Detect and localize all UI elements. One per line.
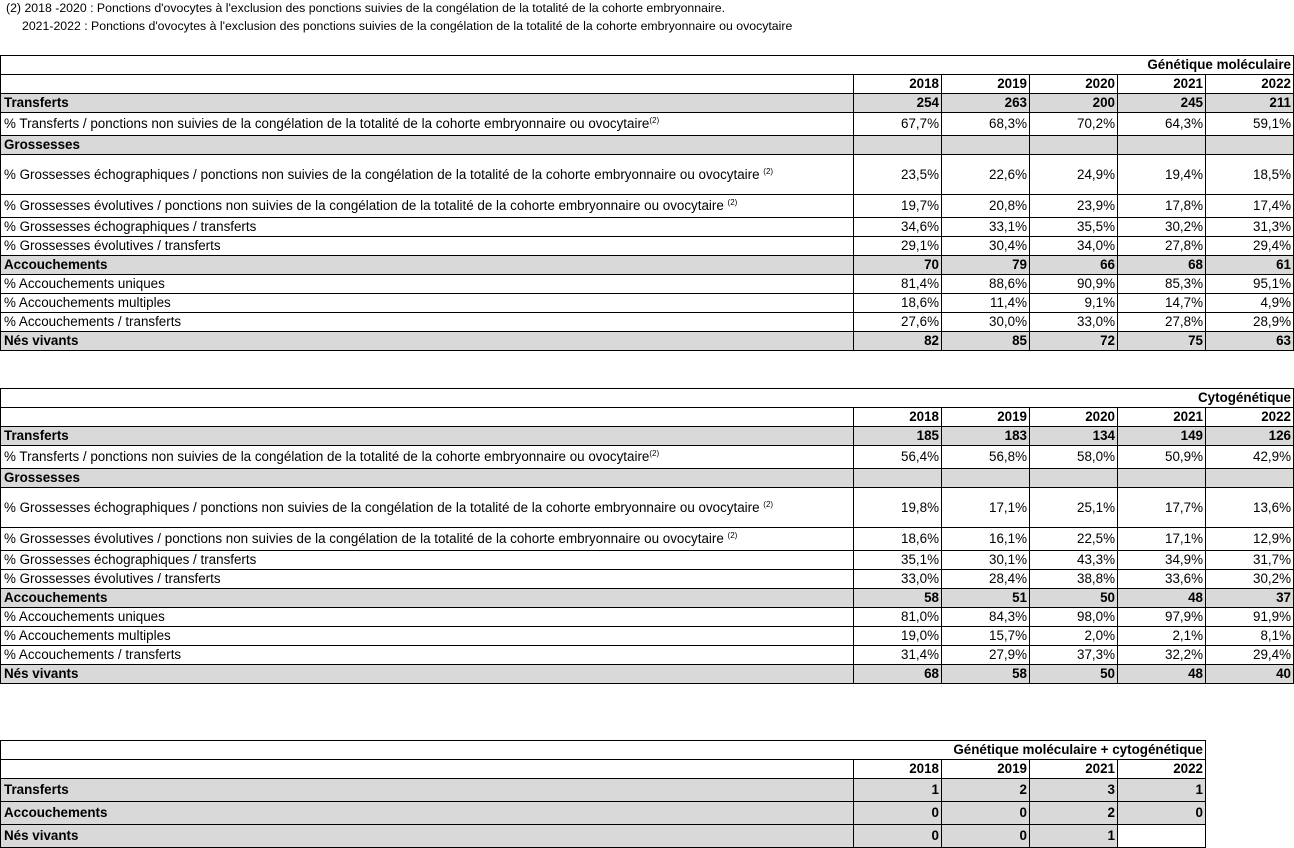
row-pct-acc-transferts: % Accouchements / transferts 27,6% 30,0% 33,0% 27,8% 28,9%	[1, 313, 1294, 332]
year-header-row: 2018 2019 2021 2022	[1, 760, 1206, 779]
row-pct-acc-transferts: % Accouchements / transferts 31,4% 27,9% 37,3% 32,2% 29,4%	[1, 646, 1294, 665]
table-cytogenetique	[0, 388, 1294, 684]
row-pct-gross-evol-ponctions: % Grossesses évolutives / ponctions non suivies de la congélation de la totalité de la cohorte embryonnaire ou ovocytaire $^{(2)}$ 18,6% 16,1% 22,5% 17,1% 12,9%	[1, 528, 1294, 551]
row-pct-gross-evol-transferts: % Grossesses évolutives / transferts 33,0% 28,4% 38,8% 33,6% 30,2%	[1, 570, 1294, 589]
row-pct-acc-multiples: % Accouchements multiples 18,6% 11,4% 9,1% 14,7% 4,9%	[1, 294, 1294, 313]
row-transferts: Transferts 1 2 3 1	[1, 779, 1206, 802]
table-title: Cytogénétique	[1, 389, 1294, 408]
table-genetique-moleculaire	[0, 55, 1294, 351]
row-accouchements: Accouchements 58 51 50 48 37	[1, 589, 1294, 608]
row-accouchements: Accouchements 70 79 66 68 61	[1, 256, 1294, 275]
row-pct-gross-evol-transferts: % Grossesses évolutives / transferts 29,1% 30,4% 34,0% 27,8% 29,4%	[1, 237, 1294, 256]
table-genetique-moleculaire-cytogenetique	[0, 740, 1206, 848]
footnote-line-1: (2) 2018 -2020 : Ponctions d'ovocytes à l'exclusion des ponctions suivies de la congélation de la totalité de la cohorte embryonnaire.	[6, 1, 726, 15]
row-transferts: Transferts 254 263 200 245 211	[1, 94, 1294, 113]
row-grossesses: Grossesses	[1, 136, 1294, 155]
row-nes-vivants: Nés vivants 0 0 1	[1, 825, 1206, 848]
row-pct-transferts: % Transferts / ponctions non suivies de la congélation de la totalité de la cohorte embryonnaire ou ovocytaire$^{(2)}$ 67,7% 68,3% 70,2% 64,3% 59,1%	[1, 113, 1294, 136]
row-nes-vivants: Nés vivants 82 85 72 75 63	[1, 332, 1294, 351]
row-pct-gross-echo-ponctions: % Grossesses échographiques / ponctions non suivies de la congélation de la totalité de la cohorte embryonnaire ou ovocytaire $^{(2)}$ 23,5% 22,6% 24,9% 19,4% 18,5%	[1, 155, 1294, 195]
row-pct-acc-multiples: % Accouchements multiples 19,0% 15,7% 2,0% 2,1% 8,1%	[1, 627, 1294, 646]
year-header-row: 2018 2019 2020 2021 2022	[1, 408, 1294, 427]
row-pct-acc-uniques: % Accouchements uniques 81,4% 88,6% 90,9% 85,3% 95,1%	[1, 275, 1294, 294]
row-pct-gross-evol-ponctions: % Grossesses évolutives / ponctions non suivies de la congélation de la totalité de la cohorte embryonnaire ou ovocytaire $^{(2)}$ 19,7% 20,8% 23,9% 17,8% 17,4%	[1, 195, 1294, 218]
footnote-line-2: 2021-2022 : Ponctions d'ovocytes à l'exclusion des ponctions suivies de la congélation de la totalité de la cohorte embryonnaire ou ovocytaire	[22, 19, 793, 33]
row-pct-gross-echo-transferts: % Grossesses échographiques / transferts 34,6% 33,1% 35,5% 30,2% 31,3%	[1, 218, 1294, 237]
table-title: Génétique moléculaire + cytogénétique	[1, 741, 1206, 760]
year-header-row: 2018 2019 2020 2021 2022	[1, 75, 1294, 94]
row-pct-transferts: % Transferts / ponctions non suivies de la congélation de la totalité de la cohorte embryonnaire ou ovocytaire$^{(2)}$ 56,4% 56,8% 58,0% 50,9% 42,9%	[1, 446, 1294, 469]
row-grossesses: Grossesses	[1, 469, 1294, 488]
row-transferts: Transferts 185 183 134 149 126	[1, 427, 1294, 446]
row-nes-vivants: Nés vivants 68 58 50 48 40	[1, 665, 1294, 684]
row-pct-acc-uniques: % Accouchements uniques 81,0% 84,3% 98,0% 97,9% 91,9%	[1, 608, 1294, 627]
table-title: Génétique moléculaire	[1, 56, 1294, 75]
row-pct-gross-echo-ponctions: % Grossesses échographiques / ponctions non suivies de la congélation de la totalité de la cohorte embryonnaire ou ovocytaire $^{(2)}$ 19,8% 17,1% 25,1% 17,7% 13,6%	[1, 488, 1294, 528]
row-pct-gross-echo-transferts: % Grossesses échographiques / transferts 35,1% 30,1% 43,3% 34,9% 31,7%	[1, 551, 1294, 570]
row-accouchements: Accouchements 0 0 2 0	[1, 802, 1206, 825]
